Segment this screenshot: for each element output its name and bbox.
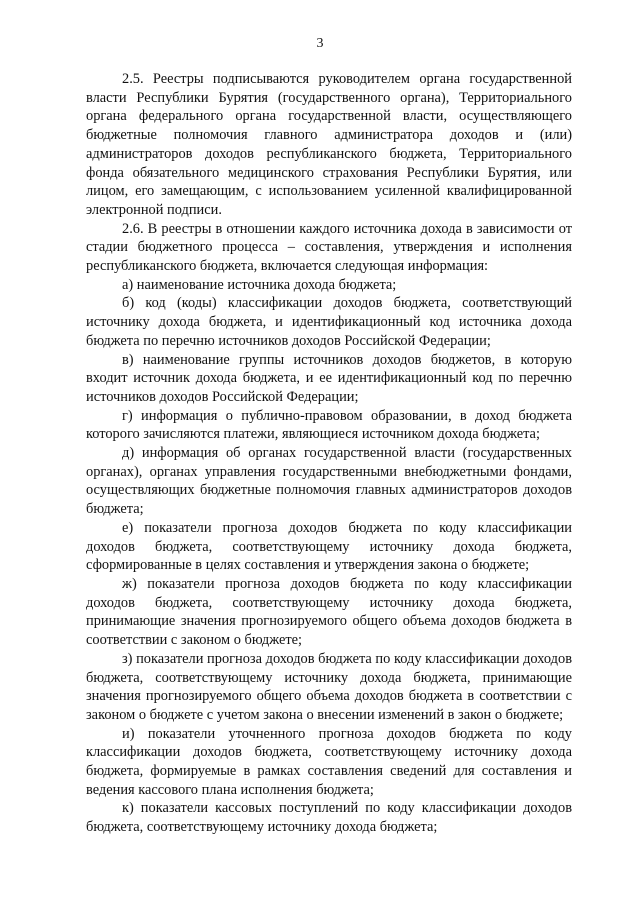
paragraph-2-5: 2.5. Реестры подписываются руководителем органа государственной власти Республики Бурятия (государственного органа), Территориального органа федерального органа государственной власти, осуществляющего бюджетные полномочия главного администратора доходов и (или) администраторов доходов республиканского бюджета, Территориального фонда обязательного медицинского страхования Республики Бурятия, или лицом, его замещающим, с использованием усиленной квалифицированной электронной подписи.: [86, 71, 572, 218]
paragraph-2-6: 2.6. В реестры в отношении каждого источника дохода в зависимости от стадии бюджетного процесса – составления, утверждения и исполнения республиканского бюджета, включается следующая информация:: [86, 220, 572, 275]
list-item-z: з) показатели прогноза доходов бюджета по коду классификации доходов бюджета, соответствующему источнику дохода бюджета, принимающие значения прогнозируемого общего объема доходов бюджета в соответствии с законом о бюджете с учетом закона о внесении изменений в закон о бюджете;: [86, 650, 572, 723]
list-item-a: а) наименование источника дохода бюджета;: [122, 276, 397, 293]
list-item-k: к) показатели кассовых поступлений по коду классификации доходов бюджета, соответствующему источнику дохода бюджета;: [86, 800, 572, 836]
page-number: 3: [316, 36, 324, 51]
document-body: [86, 70, 572, 837]
list-item-zh: ж) показатели прогноза доходов бюджета по коду классификации доходов бюджета, соответствующему источнику дохода бюджета, принимающие значения прогнозируемого общего объема доходов бюджета в соответствии с законом о бюджете;: [86, 575, 572, 649]
list-item-b: б) код (коды) классификации доходов бюджета, соответствующий источнику дохода бюджета, и идентификационный код источника дохода бюджета по перечню источников доходов Российской Федерации;: [86, 295, 572, 349]
list-item-d: д) информация об органах государственной власти (государственных органах), органах управления государственными внебюджетными фондами, осуществляющих бюджетные полномочия главных администраторов доходов бюджета;: [86, 445, 572, 518]
list-item-e: е) показатели прогноза доходов бюджета по коду классификации доходов бюджета, соответствующему источнику дохода бюджета, сформированные в целях составления и утверждения закона о бюджете;: [86, 519, 572, 574]
list-item-i: и) показатели уточненного прогноза доходов бюджета по коду классификации доходов бюджета, соответствующему источнику дохода бюджета, формируемые в рамках составления сведений для составления и ведения кассового плана исполнения бюджета;: [86, 725, 572, 798]
list-item-g: г) информация о публично-правовом образовании, в доход бюджета которого зачисляются платежи, являющиеся источником дохода бюджета;: [86, 407, 572, 443]
list-item-v: в) наименование группы источников доходов бюджетов, в которую входит источник дохода бюджета, и ее идентификационный код по перечню источников доходов Российской Федерации;: [86, 351, 572, 405]
